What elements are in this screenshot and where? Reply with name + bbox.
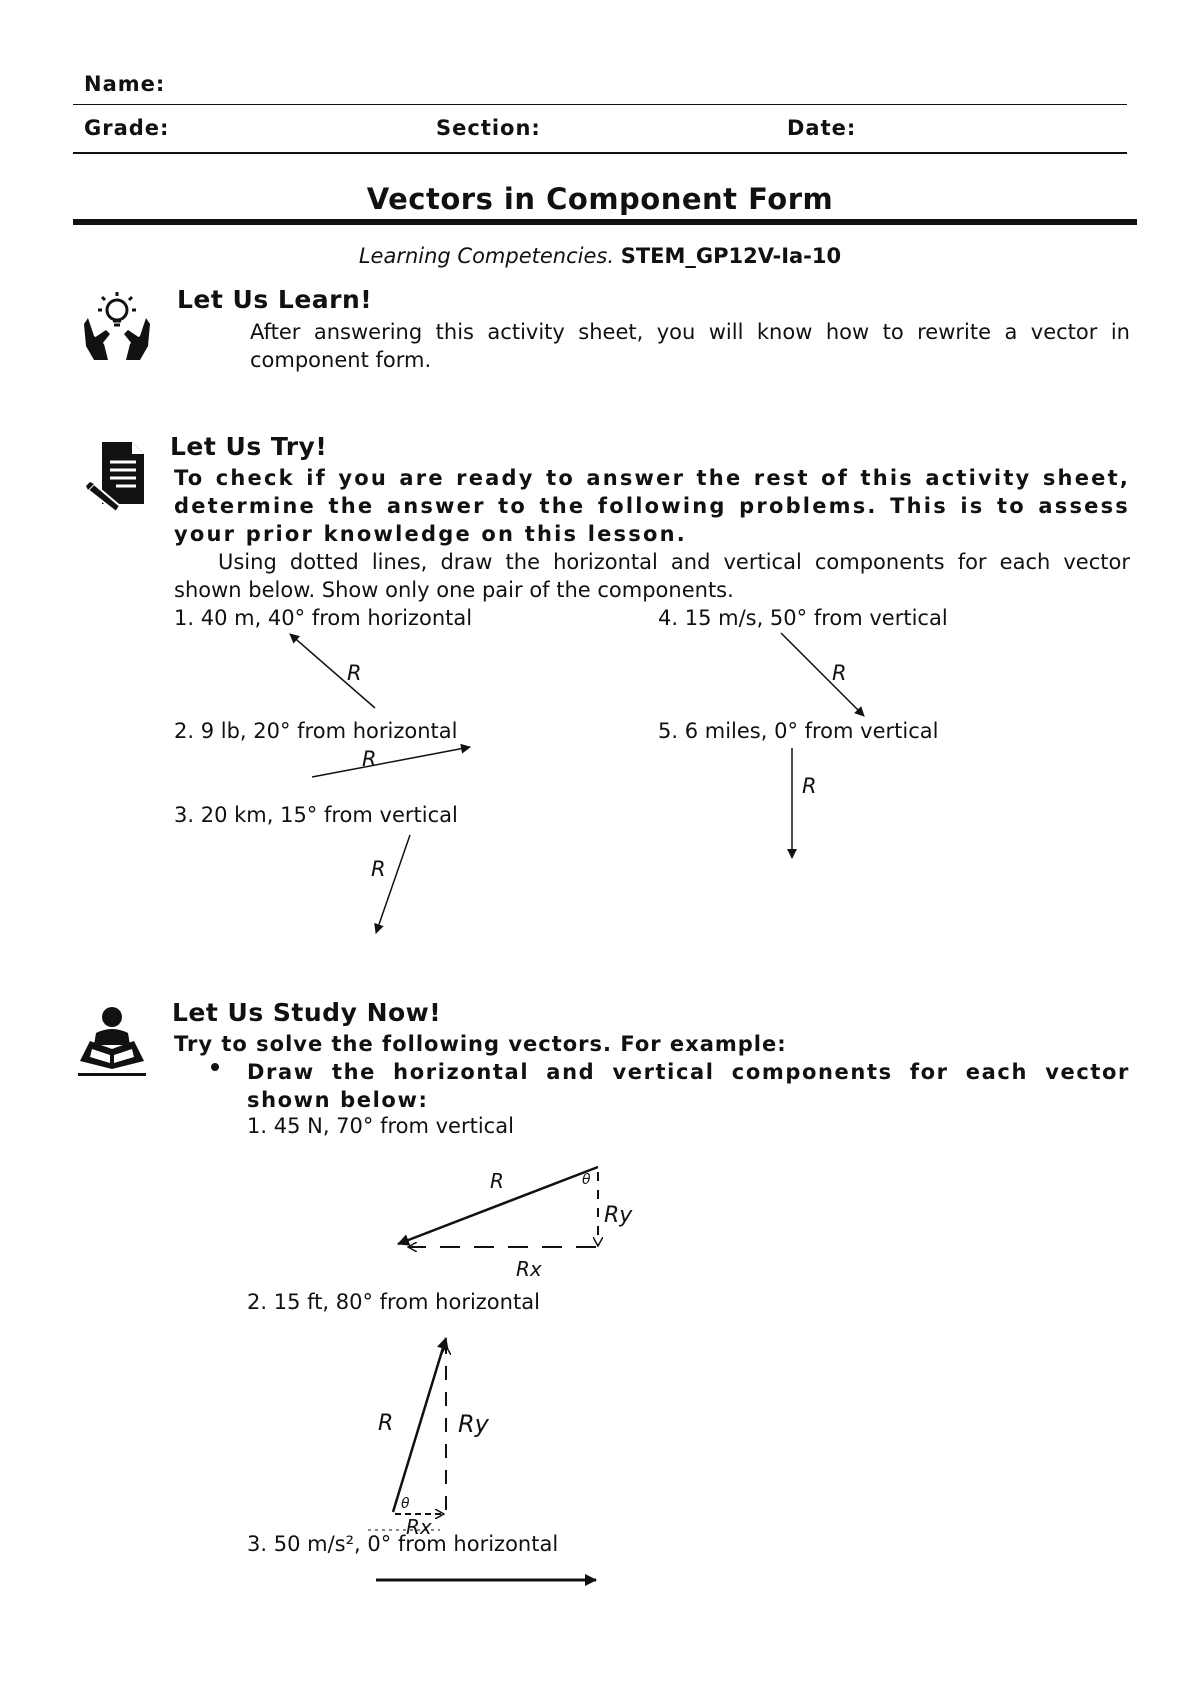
try-item-4: 4. 15 m/s, 50° from vertical: [658, 606, 948, 630]
try-vector-5-label: R: [802, 774, 817, 798]
try-item-3: 3. 20 km, 15° from vertical: [174, 803, 458, 827]
study-diagram-1: [398, 1167, 633, 1281]
study-bullet: Draw the horizontal and vertical components for each vector shown below:: [247, 1060, 1130, 1112]
study-item-1: 1. 45 N, 70° from vertical: [247, 1114, 514, 1138]
try-item-5: 5. 6 miles, 0° from vertical: [658, 719, 939, 743]
try-heading: Let Us Try!: [170, 432, 328, 461]
study-heading: Let Us Study Now!: [172, 998, 442, 1027]
study-intro: Try to solve the following vectors. For example:: [174, 1032, 787, 1056]
learn-heading: Let Us Learn!: [177, 285, 373, 314]
try-item-2: 2. 9 lb, 20° from horizontal: [174, 719, 458, 743]
competencies-code: STEM_GP12V-Ia-10: [620, 244, 842, 268]
try-vector-2-label: R: [362, 747, 377, 771]
study-1-ry-label: Ry: [604, 1203, 633, 1228]
study-item-2: 2. 15 ft, 80° from horizontal: [247, 1290, 540, 1314]
try-vector-4-label: R: [832, 661, 847, 685]
try-vector-1-label: R: [347, 661, 362, 685]
study-item-3: 3. 50 m/s², 0° from horizontal: [247, 1532, 559, 1556]
section-label: Section:: [436, 116, 541, 140]
try-intro: To check if you are ready to answer the rest of this activity sheet, determine the answer to the following problems. This is to assess your prior knowledge on this lesson.: [174, 466, 1130, 546]
try-vector-3-label: R: [371, 857, 386, 881]
page-title: Vectors in Component Form: [366, 182, 834, 216]
competencies-label: Learning Competencies.: [358, 244, 615, 268]
study-diagram-2: [368, 1338, 490, 1539]
date-label: Date:: [787, 116, 857, 140]
name-label: Name:: [84, 72, 166, 96]
try-instruction: Using dotted lines, draw the horizontal and vertical components for each vector shown below. Show only one pair of the components.: [174, 550, 1130, 602]
study-2-rx-label: Rx: [406, 1515, 432, 1539]
study-1-r-label: R: [490, 1169, 504, 1193]
learn-text: After answering this activity sheet, you will know how to rewrite a vector in component form.: [250, 320, 1130, 372]
study-1-theta-label: θ: [582, 1172, 591, 1188]
study-1-rx-label: Rx: [516, 1257, 542, 1281]
study-2-resultant: [393, 1338, 446, 1512]
study-2-ry-label: Ry: [458, 1410, 489, 1438]
grade-label: Grade:: [84, 116, 170, 140]
try-item-1: 1. 40 m, 40° from horizontal: [174, 606, 473, 630]
study-2-theta-label: θ: [401, 1496, 410, 1512]
study-2-r-label: R: [378, 1411, 394, 1436]
